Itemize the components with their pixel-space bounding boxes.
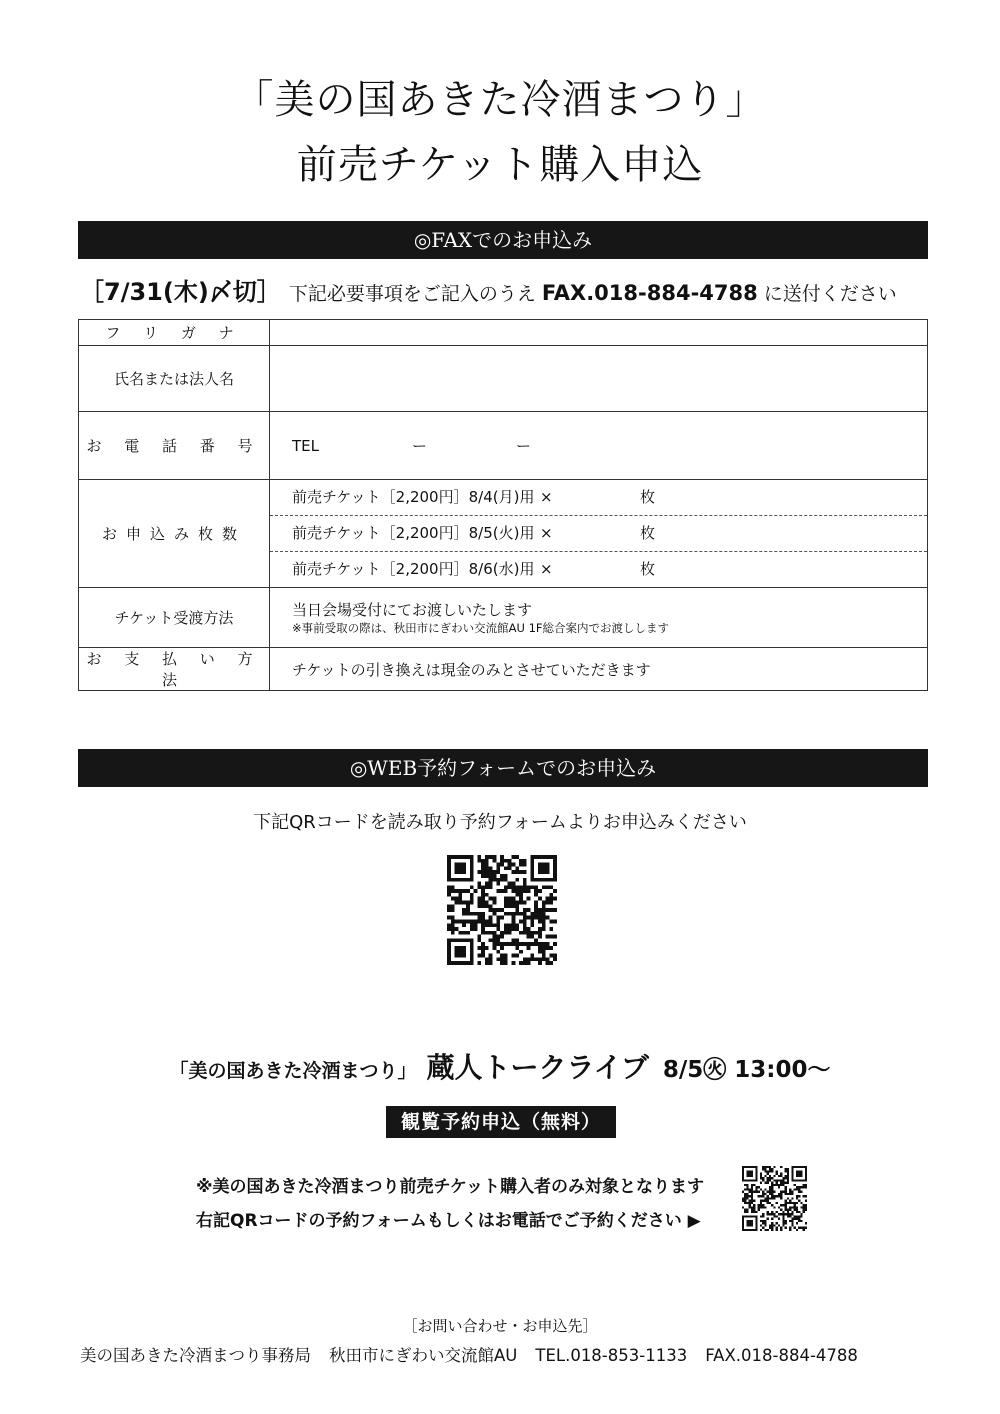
contact-org: 美の国あきた冷酒まつり事務局 [80,1346,311,1365]
form-row-payment [79,648,928,691]
qr-code-icon[interactable] [447,855,557,965]
ticket-label: 前売チケット［2,200円］8/4(月)用 [292,488,535,506]
ticket-row[interactable] [270,516,927,552]
talk-festival-name: 「美の国あきた冷酒まつり」 [169,1060,417,1082]
talk-note-reservation: 右記QRコードの予約フォームもしくはお電話でご予約ください ▶ [196,1211,701,1231]
web-instruction: 下記QRコードを読み取り予約フォームよりお申込みください [253,812,747,833]
fax-number: FAX.018-884-4788 [541,281,758,305]
application-form [78,319,928,691]
qr-code-icon[interactable] [742,1166,807,1231]
ticket-count-field [270,480,928,588]
name-label: 氏名または法人名 [79,346,270,412]
fax-instruction-pre: 下記必要事項をご記入のうえ [288,283,536,305]
ticket-times: × [540,560,553,578]
phone-prefix: TEL [292,437,319,455]
form-row-furigana [79,320,928,346]
form-row-ticket-count [79,480,928,588]
fax-instruction-post: に送付ください [763,283,897,305]
payment-label: お 支 払 い 方 法 [79,648,270,691]
phone-dash-2: ー [516,437,532,455]
delivery-note: ※事前受取の際は、秋田市にぎわい交流館AU 1F総合案内でお渡しします [292,621,670,635]
deadline-text: ［7/31(木)〆切］ [80,278,281,306]
phone-dash-1: ー [412,437,428,455]
phone-label: お 電 話 番 号 [79,412,270,480]
talk-live-title: 蔵人トークライブ [426,1051,649,1084]
ticket-unit: 枚 [640,524,656,542]
ticket-label: 前売チケット［2,200円］8/6(水)用 [292,560,535,578]
free-reservation-badge: 観覧予約申込（無料） [386,1106,616,1138]
payment-value: チケットの引き換えは現金のみとさせていただきます [270,648,928,691]
phone-field[interactable] [270,412,928,480]
ticket-row[interactable] [270,480,927,516]
web-section-heading: ◎WEB予約フォームでのお申込み [78,749,928,787]
form-row-delivery [79,588,928,648]
delivery-label: チケット受渡方法 [79,588,270,648]
ticket-unit: 枚 [640,560,656,578]
talk-live-title-line [0,1046,1000,1086]
name-field[interactable] [270,346,928,412]
delivery-value-cell [270,588,928,648]
delivery-value: 当日会場受付にてお渡しいたします [292,601,533,619]
form-row-phone [79,412,928,480]
fax-section-heading: ◎FAXでのお申込み [78,221,928,259]
ticket-times: × [540,488,553,506]
talk-note-eligibility: ※美の国あきた冷酒まつり前売チケット購入者のみ対象となります [196,1177,704,1197]
page-title-line1: 「美の国あきた冷酒まつり」 [233,77,767,123]
furigana-label: フ リ ガ ナ [79,320,270,346]
contact-venue: 秋田市にぎわい交流館AU [329,1346,518,1365]
ticket-times: × [540,524,553,542]
furigana-field[interactable] [270,320,928,346]
contact-fax: FAX.018-884-4788 [705,1346,858,1365]
contact-tel: TEL.018-853-1133 [535,1346,688,1365]
ticket-row[interactable] [270,552,927,587]
form-row-name [79,346,928,412]
ticket-label: 前売チケット［2,200円］8/5(火)用 [292,524,535,542]
talk-live-datetime: 8/5㊋ 13:00〜 [662,1057,831,1083]
ticket-count-label: お申込み枚数 [79,480,270,588]
ticket-unit: 枚 [640,488,656,506]
contact-heading: ［お問い合わせ・お申込先］ [402,1317,598,1335]
contact-line [80,1342,940,1366]
fax-instruction-line [80,272,940,307]
page-title-line2: 前売チケット購入申込 [296,142,704,188]
